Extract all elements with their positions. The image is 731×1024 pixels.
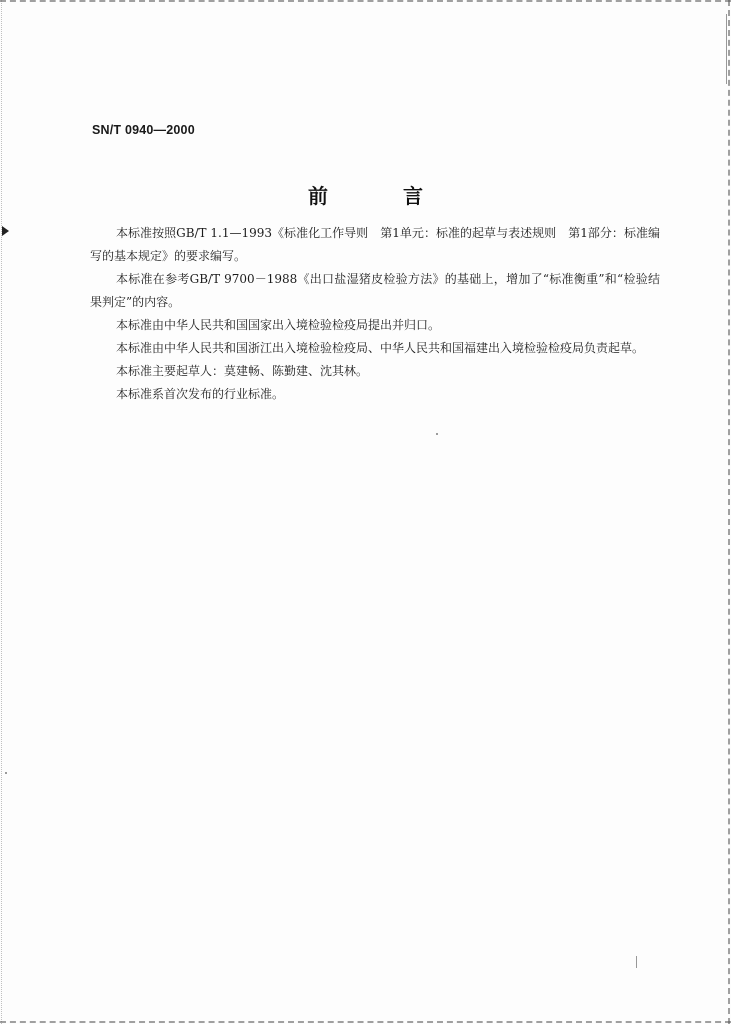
scan-mark — [726, 14, 727, 84]
paragraph-reference-standard: 本标准在参考GB/T 9700－1988《出口盐湿猪皮检验方法》的基础上，增加了“标准衡重”和“检验结果判定”的内容。 — [90, 272, 660, 309]
paragraph-drafters: 本标准主要起草人：莫建畅、陈勤建、沈其林。 — [116, 364, 369, 378]
scan-edge-right — [726, 0, 730, 1024]
paragraph-proposer: 本标准由中华人民共和国国家出入境检验检疫局提出并归口。 — [116, 318, 441, 332]
paragraph-compilation-basis: 本标准按照GB/T 1.1—1993《标准化工作导则 第1单元：标准的起草与表述规则 第1部分：标准编写的基本规定》的要求编写。 — [90, 226, 660, 263]
scan-speck — [436, 433, 438, 435]
foreword-body — [90, 222, 660, 406]
paragraph-drafting-units: 本标准由中华人民共和国浙江出入境检验检疫局、中华人民共和国福建出入境检验检疫局负责起草。 — [116, 341, 645, 355]
scan-edge-bottom — [0, 1019, 731, 1023]
paragraph-first-release: 本标准系首次发布的行业标准。 — [116, 387, 285, 401]
scan-edge-top — [0, 0, 731, 4]
document-code: SN/T 0940—2000 — [92, 123, 195, 137]
scan-speck — [5, 772, 7, 774]
binding-mark-icon — [2, 226, 9, 236]
page-title: 前 言 — [308, 184, 457, 208]
scan-edge-left — [1, 0, 3, 1024]
scan-mark — [636, 956, 637, 968]
